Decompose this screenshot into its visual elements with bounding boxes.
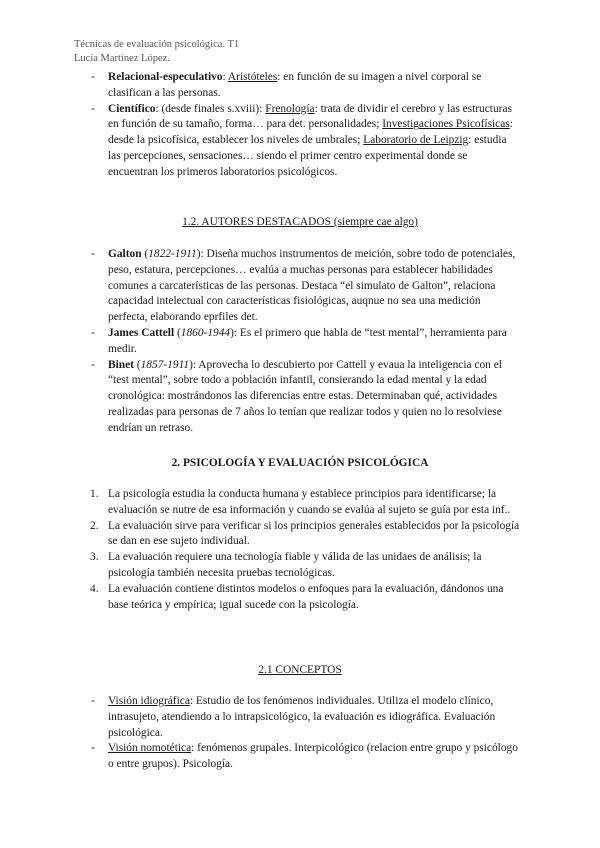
numbered-list [0, 487, 600, 613]
header-line-1: Técnicas de evaluación psicológica. T1 [74, 39, 240, 50]
list-item [0, 102, 600, 181]
author-name: Binet [108, 358, 134, 371]
page-header [74, 38, 239, 66]
section-heading-2: 2. PSICOLOGÍA Y EVALUACIÓN PSICOLÓGICA [171, 457, 429, 469]
list-item: - James Cattell (1860-1944): Es el primero que habla de “test mental”, herramienta para medir. [91, 326, 507, 355]
concepts-list [0, 694, 600, 773]
item-text: : en función de su imagen a nivel corporal se clasifican a las personas. [108, 71, 482, 99]
authors-list [0, 247, 600, 437]
item-text: ): Aprovecha lo descubierto por Cattell y evaua la inteligencia con el “test mental”, sobre todo a población infantil, consierando la edad mental y la edad cronológica: mostrándonos las diferencias entre estas. Determinaban qué, actividades realizadas para personas de 7 años lo tenían que realizar todos y quien no lo resolviese endrían un retraso. [108, 358, 502, 434]
list-item [0, 487, 600, 519]
bullet-marker: - [91, 248, 95, 260]
reference: Aristóteles [227, 71, 278, 83]
item-text: : fenómenos grupales. Interpicológico (relacion entre grupo y psicólogo o entre grupos). Psicología. [108, 742, 518, 771]
item-text: : (desde finales s.xviii): [155, 102, 266, 115]
item-text: ): Diseña muchos instrumentos de meición, sobre todo de potenciales, peso, estatura, percepciones… evalúa a muchas personas para establecer habilidades comunes a carcaterísticas de las personas. Destaca “el simulato de Galton”, relaciona capacidad intelectual con características fisiológicas, auqnue no sea una medición perfecta, elaborando eprfiles det. [108, 248, 516, 324]
author-name: James Cattell [108, 326, 175, 339]
list-item [0, 582, 600, 614]
author-dates: 1822-1911 [148, 248, 197, 260]
item-text: : desde la psicofísica, establecer los niveles de umbrales; [108, 118, 513, 147]
item-number: 1. [90, 488, 99, 500]
list-item: - Binet (1857-1911): Aprovecha lo descubierto por Cattell y evaua la inteligencia con el “test mental”, sobre todo a población infantil, consierando la edad mental y la edad cronológica: mostrándonos las diferencias entre estas. Determinaban qué, actividades realizadas para personas de 7 años lo tenían que realizar todos y quien no lo resolviese endrían un retraso. [91, 358, 502, 434]
term: Relacional-especulativo [108, 71, 223, 83]
reference: Frenología [265, 102, 315, 115]
section-heading-1-2: 1.2. AUTORES DESTACADOS (siempre cae algo) [182, 216, 418, 228]
item-text: ): Es el primero que habla de “test mental”, herramienta para medir. [108, 326, 507, 355]
list-item [0, 519, 600, 551]
item-text: La psicología estudia la conducta humana y establece principios para identificarse; la evaluación se nutre de esa información y cuando se evalúa al sujeto se guía por esta inf.. [108, 488, 511, 516]
list-item [0, 741, 600, 773]
separator: : [222, 71, 228, 83]
bullet-marker: - [91, 695, 95, 707]
item-number: 2. [90, 519, 99, 532]
bullet-marker: - [91, 742, 95, 755]
section-heading-2-1: 2.1 CONCEPTOS [258, 664, 342, 676]
header-line-2: Lucía Martínez López. [74, 53, 170, 64]
term: Visión nomotética [108, 742, 192, 755]
bullet-marker: - [91, 71, 95, 83]
list-item [0, 70, 600, 102]
item-text: : trata de dividir el cerebro y las estructuras en función de su tamaño, forma… para det. personalidades; [108, 102, 512, 131]
item-text: La evaluación requiere una tecnología fiable y válida de las unidaes de análisis; la psicología también necesita pruebas tecnológicas. [108, 551, 482, 579]
list-item [0, 694, 600, 741]
item-text: La evaluación sirve para verificar si los principios generales establecidos por la psicología se dan en ese sujeto individual. [108, 519, 520, 548]
author-name: Galton [108, 248, 142, 260]
bullet-marker: - [91, 358, 95, 371]
author-dates: 1857-1911 [140, 358, 190, 371]
item-number: 3. [90, 551, 99, 564]
section-a-list [0, 70, 600, 181]
term: Visión idiográfica [108, 695, 190, 707]
list-item: - Galton (1822-1911): Diseña muchos instrumentos de meición, sobre todo de potenciales, peso, estatura, percepciones… evalúa a muchas personas para establecer habilidades comunes a carcaterísticas de las personas. Destaca “el simulato de Galton”, relaciona capacidad intelectual con características fisiológicas, auqnue no sea una medición perfecta, elaborando eprfiles det. [91, 248, 516, 324]
item-number: 4. [90, 582, 99, 595]
item-text: : estudia las percepciones, sensaciones… siendo el primer centro experimental donde se encuentran los primeros laboratorios psicológicos. [108, 134, 507, 178]
reference: Laboratorio de Leipzig [363, 134, 469, 147]
reference: Investigaciones Psicofísicas [382, 118, 510, 131]
item-text: La evaluación contiene distintos modelos o enfoques para la evaluación, dándonos una base teórica y empírica; igual sucede con la psicología. [108, 582, 504, 611]
bullet-marker: - [91, 102, 95, 115]
list-item [0, 550, 600, 582]
author-dates: 1860-1944 [180, 326, 231, 339]
bullet-marker: - [91, 326, 95, 339]
term: Científico [108, 102, 156, 115]
item-text: : Estudio de los fenómenos individuales. Utiliza el modelo clínico, intrasujeto, atendiendo a lo intrapsicológico, la evaluación es idiográfica. Evaluación psicológica. [108, 695, 496, 739]
